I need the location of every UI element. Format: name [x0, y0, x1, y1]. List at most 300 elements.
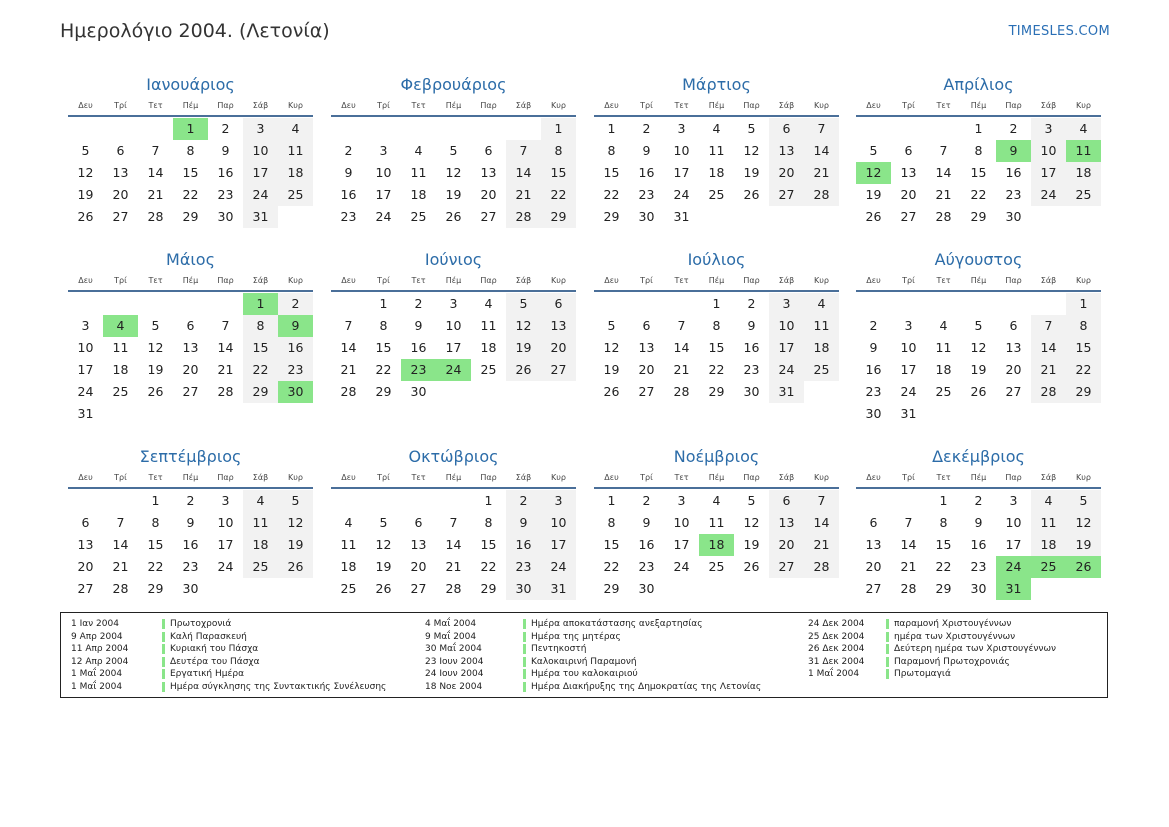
empty-cell	[401, 118, 436, 140]
day-cell: 11	[1031, 512, 1066, 534]
month-title: Νοέμβριος	[673, 447, 760, 466]
empty-cell	[331, 118, 366, 140]
day-cell: 26	[445, 209, 462, 224]
day-cell: 4	[484, 296, 493, 311]
week-row	[68, 490, 313, 512]
day-cell: 17	[541, 534, 576, 556]
empty-cell	[1066, 206, 1101, 228]
day-cell: 20	[480, 187, 497, 202]
day-cell: 20	[900, 187, 917, 202]
day-cell: 10	[375, 165, 392, 180]
day-cell: 10	[541, 512, 576, 534]
weekday-label: Παρ	[480, 473, 497, 482]
day-cell: 28	[445, 581, 462, 596]
day-cell: 7	[904, 515, 913, 530]
day-cell: 17	[769, 337, 804, 359]
day-cell: 1	[379, 296, 388, 311]
empty-cell	[471, 381, 506, 403]
day-cell: 26	[278, 556, 313, 578]
month-title: Ιανουάριος	[146, 75, 235, 94]
month-title: Ιούνιος	[424, 250, 483, 269]
day-cell: 30	[410, 384, 427, 399]
weekday-label: Τρί	[377, 101, 390, 110]
day-cell: 22	[480, 559, 497, 574]
day-cell: 19	[743, 165, 760, 180]
day-cell: 2	[1009, 121, 1018, 136]
month-title: Οκτώβριος	[408, 447, 499, 466]
day-cell: 26	[77, 209, 94, 224]
day-cell: 1	[607, 493, 616, 508]
holiday-day-cell: 25	[1031, 556, 1066, 578]
day-cell: 6	[769, 490, 804, 512]
week-row	[331, 578, 576, 600]
holiday-name: Πρωτοχρονιά	[170, 619, 232, 629]
day-cell: 8	[607, 143, 616, 158]
day-cell: 12	[1066, 512, 1101, 534]
day-cell: 28	[340, 384, 357, 399]
weekday-label: Παρ	[217, 276, 234, 285]
day-cell: 13	[410, 537, 427, 552]
empty-cell	[331, 490, 366, 512]
empty-cell	[804, 206, 839, 228]
weekday-label: Σάβ	[252, 473, 269, 482]
day-cell: 15	[480, 537, 497, 552]
holiday-marker	[162, 632, 165, 642]
day-cell: 29	[243, 381, 278, 403]
day-cell: 28	[804, 184, 839, 206]
day-cell: 7	[221, 318, 230, 333]
day-cell: 7	[1031, 315, 1066, 337]
month-block	[856, 247, 1101, 425]
day-cell: 4	[243, 490, 278, 512]
day-cell: 21	[900, 559, 917, 574]
day-cell: 7	[344, 318, 353, 333]
day-cell: 2	[506, 490, 541, 512]
weekday-label: Δευ	[341, 473, 356, 482]
weekday-label: Τετ	[411, 101, 426, 110]
weekday-label: Δευ	[78, 101, 93, 110]
day-cell: 14	[217, 340, 234, 355]
day-cell: 12	[77, 165, 94, 180]
day-cell: 4	[414, 143, 423, 158]
day-cell: 25	[708, 559, 725, 574]
empty-cell	[891, 293, 926, 315]
day-cell: 17	[375, 187, 392, 202]
empty-cell	[103, 293, 138, 315]
month-title: Απρίλιος	[943, 75, 1014, 94]
day-cell: 27	[77, 581, 94, 596]
day-cell: 8	[243, 315, 278, 337]
day-cell: 22	[182, 187, 199, 202]
day-cell: 10	[77, 340, 94, 355]
day-cell: 24	[375, 209, 392, 224]
weekday-label: Σάβ	[515, 276, 532, 285]
day-cell: 16	[638, 537, 655, 552]
holiday-day-cell: 12	[856, 162, 891, 184]
day-cell: 13	[77, 537, 94, 552]
week-row	[594, 293, 839, 315]
day-cell: 10	[673, 143, 690, 158]
holiday-date: 24 Ιουν 2004	[425, 669, 484, 679]
day-cell: 20	[112, 187, 129, 202]
week-row	[856, 337, 1101, 359]
weekday-label: Δευ	[866, 473, 881, 482]
day-cell: 14	[673, 340, 690, 355]
day-cell: 12	[970, 340, 987, 355]
day-cell: 1	[939, 493, 948, 508]
week-row	[856, 512, 1101, 534]
day-cell: 26	[147, 384, 164, 399]
day-cell: 11	[340, 537, 357, 552]
day-cell: 2	[747, 296, 756, 311]
holiday-date: 9 Μαΐ 2004	[425, 631, 477, 642]
weekday-label: Τρί	[114, 101, 127, 110]
day-cell: 29	[603, 581, 620, 596]
week-row	[594, 337, 839, 359]
weekday-header	[594, 273, 839, 292]
day-cell: 5	[607, 318, 616, 333]
day-cell: 28	[147, 209, 164, 224]
day-cell: 29	[480, 581, 497, 596]
weekday-label: Τρί	[640, 473, 653, 482]
empty-cell	[208, 403, 243, 425]
week-row	[856, 293, 1101, 315]
day-cell: 15	[603, 537, 620, 552]
day-cell: 31	[541, 578, 576, 600]
day-cell: 11	[708, 143, 725, 158]
weekday-label: Πέμ	[445, 276, 462, 285]
empty-cell	[506, 118, 541, 140]
day-cell: 12	[375, 537, 392, 552]
day-cell: 9	[186, 515, 195, 530]
day-cell: 1	[151, 493, 160, 508]
day-cell: 9	[642, 143, 651, 158]
holiday-day-cell: 11	[1066, 140, 1101, 162]
day-cell: 2	[642, 121, 651, 136]
holiday-name: παραμονή Χριστουγέννων	[894, 619, 1012, 629]
week-row	[856, 381, 1101, 403]
weekday-label: Δευ	[866, 276, 881, 285]
day-cell: 18	[708, 165, 725, 180]
day-cell: 21	[340, 362, 357, 377]
week-row	[68, 206, 313, 228]
day-cell: 9	[506, 512, 541, 534]
day-cell: 23	[506, 556, 541, 578]
day-cell: 28	[804, 556, 839, 578]
day-cell: 30	[182, 581, 199, 596]
empty-cell	[664, 293, 699, 315]
empty-cell	[68, 118, 103, 140]
empty-cell	[436, 118, 471, 140]
day-cell: 19	[147, 362, 164, 377]
empty-cell	[208, 578, 243, 600]
day-cell: 3	[221, 493, 230, 508]
week-row	[594, 534, 839, 556]
week-row	[68, 381, 313, 403]
day-cell: 28	[900, 581, 917, 596]
day-cell: 18	[410, 187, 427, 202]
empty-cell	[594, 293, 629, 315]
day-cell: 18	[1066, 162, 1101, 184]
day-cell: 18	[340, 559, 357, 574]
week-row	[68, 184, 313, 206]
weekday-label: Τετ	[674, 101, 689, 110]
week-row	[594, 578, 839, 600]
day-cell: 13	[1005, 340, 1022, 355]
weekday-label: Παρ	[1005, 101, 1022, 110]
holiday-name: Κυριακή του Πάσχα	[170, 644, 259, 654]
holiday-name: Ημέρα της μητέρας	[531, 631, 621, 642]
day-cell: 4	[278, 118, 313, 140]
day-cell: 4	[939, 318, 948, 333]
empty-cell	[1031, 206, 1066, 228]
day-cell: 23	[182, 559, 199, 574]
empty-cell	[926, 293, 961, 315]
day-cell: 27	[638, 384, 655, 399]
day-cell: 30	[743, 384, 760, 399]
empty-cell	[961, 293, 996, 315]
holiday-name: Ημέρα του καλοκαιριού	[531, 669, 638, 679]
day-cell: 19	[445, 187, 462, 202]
day-cell: 29	[935, 581, 952, 596]
empty-cell	[1066, 578, 1101, 600]
weekday-label: Πέμ	[445, 101, 462, 110]
weekday-label: Σάβ	[252, 276, 269, 285]
day-cell: 25	[340, 581, 357, 596]
empty-cell	[891, 118, 926, 140]
week-row	[594, 315, 839, 337]
day-cell: 13	[900, 165, 917, 180]
day-cell: 15	[1066, 337, 1101, 359]
week-row	[594, 556, 839, 578]
day-cell: 14	[112, 537, 129, 552]
day-cell: 18	[804, 337, 839, 359]
week-row	[68, 337, 313, 359]
weekday-header	[856, 470, 1101, 489]
empty-cell	[138, 118, 173, 140]
month-block	[331, 247, 576, 403]
day-cell: 6	[116, 143, 125, 158]
day-cell: 25	[243, 556, 278, 578]
week-row	[856, 403, 1101, 425]
day-cell: 15	[147, 537, 164, 552]
day-cell: 15	[603, 165, 620, 180]
day-cell: 22	[970, 187, 987, 202]
day-cell: 25	[112, 384, 129, 399]
day-cell: 8	[379, 318, 388, 333]
empty-cell	[1031, 403, 1066, 425]
weekday-label: Κυρ	[1076, 101, 1091, 110]
weekday-label: Τρί	[902, 101, 915, 110]
weekday-label: Τρί	[114, 276, 127, 285]
page-title: Ημερολόγιο 2004. (Λετονία)	[60, 20, 330, 42]
week-row	[68, 534, 313, 556]
day-cell: 11	[243, 512, 278, 534]
day-cell: 16	[278, 337, 313, 359]
day-cell: 26	[506, 359, 541, 381]
empty-cell	[208, 293, 243, 315]
day-cell: 25	[278, 184, 313, 206]
week-row	[331, 381, 576, 403]
weekday-label: Πέμ	[445, 473, 462, 482]
holiday-day-cell: 26	[1066, 556, 1101, 578]
week-row	[331, 206, 576, 228]
day-cell: 22	[603, 559, 620, 574]
month-title: Μάιος	[166, 250, 215, 269]
day-cell: 28	[112, 581, 129, 596]
day-cell: 8	[939, 515, 948, 530]
day-cell: 22	[603, 187, 620, 202]
day-cell: 20	[1005, 362, 1022, 377]
day-cell: 31	[769, 381, 804, 403]
month-block	[68, 247, 313, 425]
day-cell: 8	[484, 515, 493, 530]
day-cell: 20	[77, 559, 94, 574]
empty-cell	[103, 403, 138, 425]
day-cell: 6	[186, 318, 195, 333]
day-cell: 18	[1031, 534, 1066, 556]
weekday-label: Τετ	[411, 276, 426, 285]
weekday-label: Δευ	[866, 101, 881, 110]
weekday-label: Σάβ	[1040, 101, 1057, 110]
weekday-label: Δευ	[604, 101, 619, 110]
empty-cell	[331, 293, 366, 315]
day-cell: 9	[747, 318, 756, 333]
day-cell: 5	[278, 490, 313, 512]
day-cell: 15	[375, 340, 392, 355]
day-cell: 14	[804, 512, 839, 534]
holiday-marker	[886, 669, 889, 679]
day-cell: 7	[804, 490, 839, 512]
day-cell: 20	[182, 362, 199, 377]
holiday-date: 1 Μαΐ 2004	[71, 669, 123, 679]
weekday-label: Κυρ	[551, 473, 566, 482]
day-cell: 7	[116, 515, 125, 530]
weekday-label: Δευ	[341, 101, 356, 110]
day-cell: 16	[865, 362, 882, 377]
day-cell: 18	[112, 362, 129, 377]
month-title: Σεπτέμβριος	[139, 447, 242, 466]
day-cell: 15	[708, 340, 725, 355]
day-cell: 22	[375, 362, 392, 377]
empty-cell	[856, 118, 891, 140]
day-cell: 20	[638, 362, 655, 377]
day-cell: 29	[970, 209, 987, 224]
holiday-name: Ημέρα σύγκλησης της Συντακτικής Συνέλευσης	[170, 681, 387, 692]
empty-cell	[1066, 403, 1101, 425]
day-cell: 3	[541, 490, 576, 512]
day-cell: 30	[1005, 209, 1022, 224]
day-cell: 14	[147, 165, 164, 180]
day-cell: 3	[677, 121, 686, 136]
day-cell: 29	[375, 384, 392, 399]
day-cell: 16	[638, 165, 655, 180]
day-cell: 19	[1066, 534, 1101, 556]
day-cell: 7	[151, 143, 160, 158]
day-cell: 23	[638, 559, 655, 574]
holiday-name: Δεύτερη ημέρα των Χριστουγέννων	[894, 644, 1057, 654]
empty-cell	[278, 578, 313, 600]
day-cell: 19	[506, 337, 541, 359]
weekday-label: Σάβ	[515, 473, 532, 482]
site-link[interactable]: TIMESLES.COM	[1008, 24, 1110, 39]
day-cell: 14	[804, 140, 839, 162]
empty-cell	[278, 403, 313, 425]
holiday-date: 18 Νοε 2004	[425, 681, 483, 692]
day-cell: 28	[1031, 381, 1066, 403]
weekday-label: Τρί	[640, 276, 653, 285]
weekday-label: Τετ	[674, 473, 689, 482]
day-cell: 21	[445, 559, 462, 574]
day-cell: 2	[414, 296, 423, 311]
weekday-label: Κυρ	[814, 473, 829, 482]
day-cell: 6	[642, 318, 651, 333]
day-cell: 24	[243, 184, 278, 206]
week-row	[68, 140, 313, 162]
day-cell: 1	[541, 118, 576, 140]
day-cell: 27	[865, 581, 882, 596]
empty-cell	[996, 403, 1031, 425]
day-cell: 5	[506, 293, 541, 315]
day-cell: 13	[769, 512, 804, 534]
empty-cell	[436, 381, 471, 403]
day-cell: 5	[379, 515, 388, 530]
month-title: Αύγουστος	[934, 250, 1023, 269]
holiday-day-cell: 18	[699, 534, 734, 556]
day-cell: 17	[673, 537, 690, 552]
day-cell: 13	[182, 340, 199, 355]
weekday-label: Παρ	[743, 276, 760, 285]
day-cell: 5	[151, 318, 160, 333]
day-cell: 30	[506, 578, 541, 600]
week-row	[331, 140, 576, 162]
holiday-day-cell: 9	[996, 140, 1031, 162]
day-cell: 5	[81, 143, 90, 158]
day-cell: 13	[480, 165, 497, 180]
holiday-marker	[886, 619, 889, 629]
day-cell: 25	[480, 362, 497, 377]
month-title: Μάρτιος	[682, 75, 751, 94]
week-row	[594, 162, 839, 184]
day-cell: 16	[970, 537, 987, 552]
day-cell: 16	[217, 165, 234, 180]
weekday-header	[594, 98, 839, 117]
day-cell: 8	[974, 143, 983, 158]
day-cell: 29	[1066, 381, 1101, 403]
day-cell: 10	[900, 340, 917, 355]
weekday-label: Πέμ	[708, 276, 725, 285]
empty-cell	[734, 578, 769, 600]
day-cell: 22	[708, 362, 725, 377]
weekday-header	[331, 98, 576, 117]
holiday-day-cell: 23	[401, 359, 436, 381]
empty-cell	[243, 578, 278, 600]
day-cell: 26	[970, 384, 987, 399]
day-cell: 7	[677, 318, 686, 333]
weekday-label: Τετ	[148, 473, 163, 482]
day-cell: 12	[278, 512, 313, 534]
empty-cell	[68, 293, 103, 315]
day-cell: 21	[1031, 359, 1066, 381]
day-cell: 16	[743, 340, 760, 355]
empty-cell	[401, 490, 436, 512]
day-cell: 3	[769, 293, 804, 315]
holiday-date: 9 Απρ 2004	[71, 631, 123, 642]
holiday-marker	[523, 657, 526, 667]
day-cell: 24	[541, 556, 576, 578]
day-cell: 17	[243, 162, 278, 184]
day-cell: 1	[712, 296, 721, 311]
